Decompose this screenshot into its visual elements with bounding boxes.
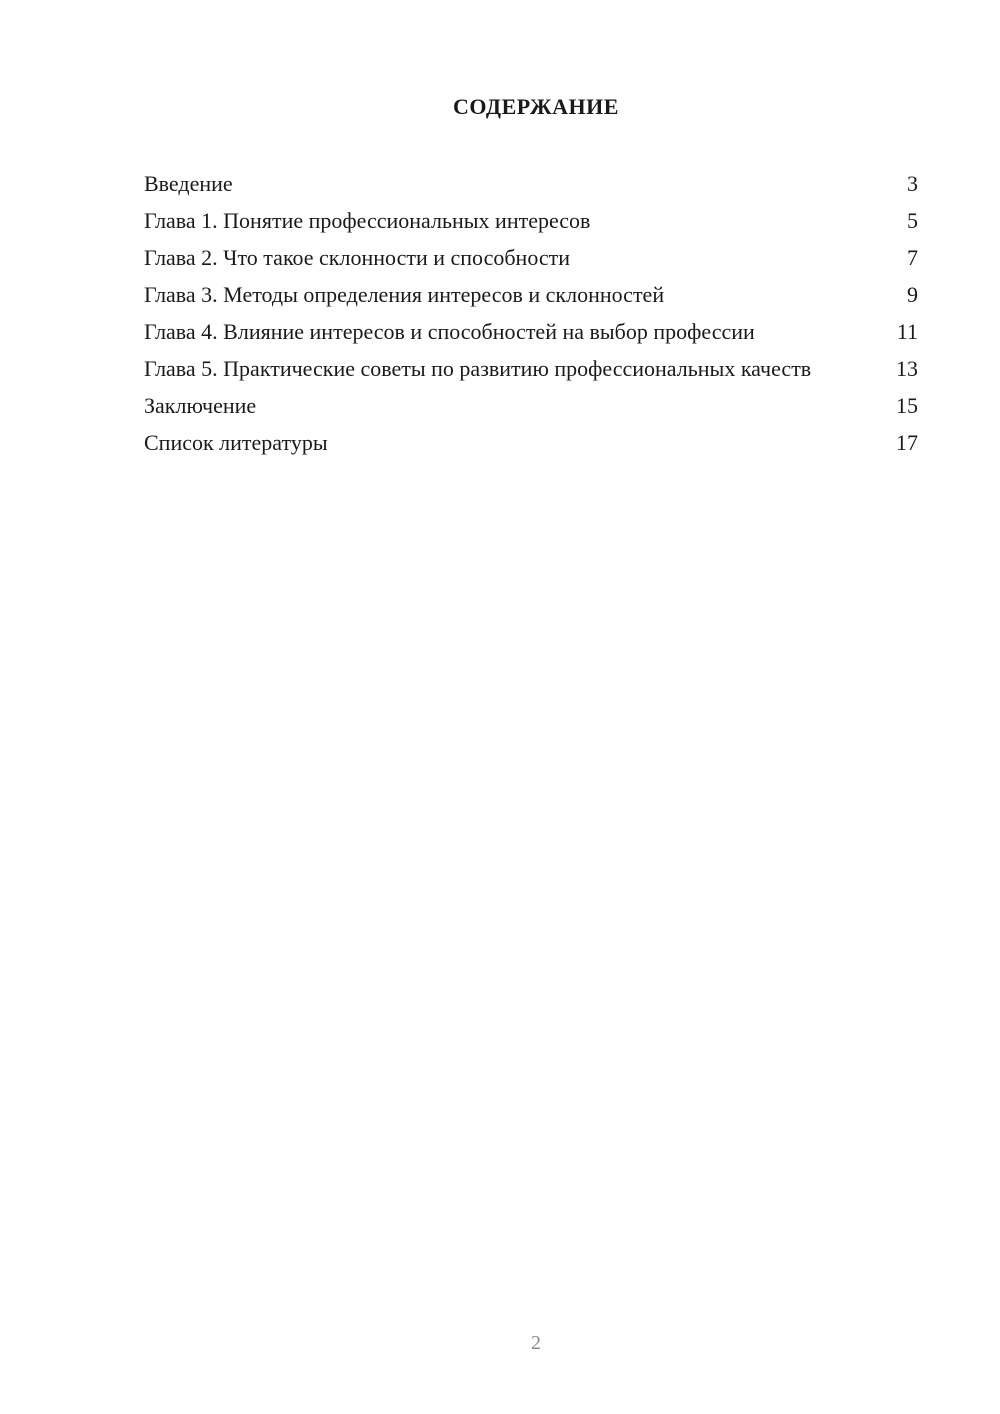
toc-entry-text: Глава 4. Влияние интересов и способностей на выбор профессии bbox=[144, 319, 755, 344]
toc-entry-text: Глава 1. Понятие профессиональных интересов bbox=[144, 208, 591, 233]
toc-entry-page: 17 bbox=[896, 430, 918, 455]
toc-entry bbox=[144, 244, 918, 271]
toc-entry-page: 13 bbox=[896, 356, 918, 381]
toc-title: СОДЕРЖАНИЕ bbox=[453, 94, 619, 119]
toc-entry bbox=[144, 281, 918, 308]
toc-entry-page: 11 bbox=[896, 319, 918, 344]
toc-entry-text: Список литературы bbox=[144, 430, 328, 455]
toc-entry-text: Введение bbox=[144, 171, 233, 196]
toc-entry-page: 9 bbox=[907, 282, 918, 307]
toc-entry bbox=[144, 318, 918, 345]
page-number: 2 bbox=[531, 1332, 541, 1354]
toc-entry-page: 15 bbox=[896, 393, 918, 418]
toc-entry bbox=[144, 392, 918, 419]
toc-entry-text: Глава 3. Методы определения интересов и склонностей bbox=[144, 282, 665, 307]
table-of-contents bbox=[144, 170, 918, 466]
toc-entry-text: Заключение bbox=[144, 393, 257, 418]
toc-entry bbox=[144, 429, 918, 456]
toc-entry bbox=[144, 355, 918, 382]
toc-entry bbox=[144, 207, 918, 234]
toc-entry-page: 7 bbox=[907, 245, 918, 270]
toc-entry-page: 5 bbox=[907, 208, 918, 233]
toc-entry bbox=[144, 170, 918, 197]
toc-entry-text: Глава 2. Что такое склонности и способности bbox=[144, 245, 571, 270]
toc-entry-text: Глава 5. Практические советы по развитию профессиональных качеств bbox=[144, 356, 812, 381]
toc-entry-page: 3 bbox=[907, 171, 918, 196]
